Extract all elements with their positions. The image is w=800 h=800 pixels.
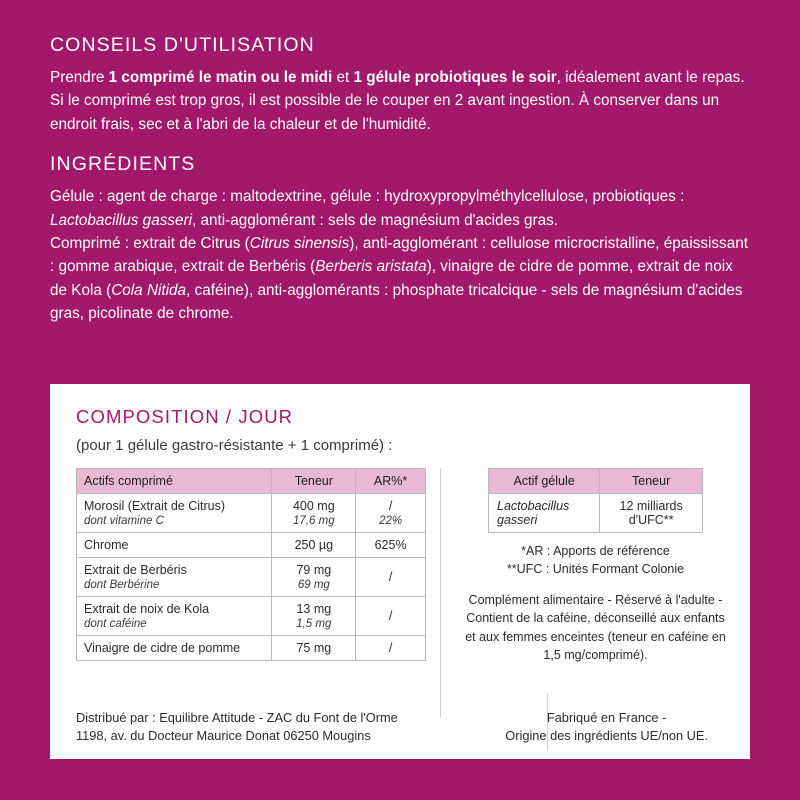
row-amount: 13 mg: [296, 602, 332, 616]
row-name: Morosil (Extrait de Citrus): [84, 499, 225, 513]
row-ar: /: [356, 558, 426, 597]
ingredients-tablet-italic-2: Berberis aristata: [315, 258, 427, 276]
ingredients-tablet-text: [50, 232, 750, 326]
header-cell-teneur: Teneur: [600, 469, 703, 494]
usage-text-part-3: , idéalement avant le repas. Si le comprimé est trop gros, il est possible de le couper en 2 avant ingestion. À conserver dans un endroit frais, sec et à l'abri de la chaleur et de l'humidité.: [50, 69, 745, 133]
usage-text-part-2: et: [332, 69, 354, 86]
ingredients-capsule-part-2: , anti-agglomérant : sels de magnésium d'acides gras.: [192, 211, 558, 229]
composition-disclaimer: Complément alimentaire - Réservé à l'adulte - Contient de la caféine, déconseillé aux enfants et aux femmes enceintes (teneur en caféine en 1,5 mg/comprimé).: [465, 593, 726, 662]
ingredients-tablet-part-1: Comprimé : extrait de Citrus (: [50, 234, 250, 252]
table-header-row: [489, 469, 703, 494]
composition-columns: [76, 468, 728, 718]
tablet-table-wrapper: [76, 468, 426, 661]
row-name: Extrait de noix de Kola: [84, 602, 210, 616]
usage-bold-2: 1 gélule probiotiques le soir: [353, 69, 557, 86]
tablet-composition-table: [76, 468, 426, 661]
usage-text: [50, 66, 750, 136]
row-subname: dont Berbérine: [84, 579, 160, 591]
ingredients-tablet-italic-1: Citrus sinensis: [249, 234, 350, 252]
composition-title: COMPOSITION / JOUR: [76, 406, 294, 427]
ingredients-capsule-part-1: Gélule : agent de charge : maltodextrine, gélule : hydroxypropylméthylcellulose, probiotiques :: [50, 188, 685, 206]
capsule-composition-table: [488, 468, 703, 533]
row-subname: dont vitamine C: [84, 515, 164, 527]
note-ufc: **UFC : Unités Formant Colonie: [506, 562, 685, 577]
distributor-info: [76, 709, 398, 745]
ingredients-tablet-part-4: , caféine), anti-agglomérants : phosphate tricalcique - sels de magnésium d'acides gras, picolinate de chrome.: [50, 281, 743, 323]
row-amount-sub: 69 mg: [297, 579, 330, 591]
row-amount: 12 milliards d'UFC**: [600, 494, 703, 533]
row-amount: 75 mg: [272, 636, 356, 661]
origin-line-1: Fabriqué en France -: [546, 709, 667, 725]
table-row: [489, 494, 703, 533]
row-name: Extrait de Berbéris: [84, 563, 187, 577]
distributor-line-2: 1198, av. du Docteur Maurice Donat 06250 Mougins: [76, 727, 371, 743]
row-amount-sub: 17,6 mg: [293, 515, 335, 527]
ingredients-tablet-part-2: ), anti-agglomérant : cellulose microcristalline, épaississant : gomme arabique, extrait de Berbéris (: [50, 234, 748, 276]
row-amount-sub: 1,5 mg: [296, 618, 332, 630]
ingredients-tablet-part-3: ), vinaigre de cidre de pomme, extrait de noix de Kola (: [50, 258, 733, 299]
row-subname: dont caféine: [84, 618, 147, 630]
row-ar: /: [356, 597, 426, 636]
origin-info: [505, 709, 728, 745]
ingredients-capsule-text: [50, 185, 750, 232]
usage-title: CONSEILS D'UTILISATION: [50, 34, 315, 56]
note-ar: *AR : Apports de référence: [521, 544, 670, 558]
header-cell-ar: AR%*: [356, 469, 426, 494]
row-ar: 625%: [356, 533, 426, 558]
row-name: Lactobacillus gasseri: [489, 494, 600, 533]
usage-text-part-1: Prendre: [50, 69, 109, 86]
ingredients-tablet-italic-3: Cola Nitida: [111, 281, 187, 299]
table-row: [77, 597, 426, 636]
table-row: [77, 558, 426, 597]
composition-card: [50, 384, 750, 759]
table-row: [77, 533, 426, 558]
row-ar: /: [356, 636, 426, 661]
row-ar: /: [388, 499, 393, 513]
table-row: [77, 636, 426, 661]
usage-bold-1: 1 comprimé le matin ou le midi: [108, 69, 333, 86]
origin-line-2: Origine des ingrédients UE/non UE.: [505, 727, 708, 743]
composition-notes: [463, 542, 728, 578]
ingredients-capsule-italic: Lactobacillus gasseri: [50, 211, 192, 229]
row-name: Vinaigre de cidre de pomme: [77, 636, 272, 661]
composition-subtitle: (pour 1 gélule gastro-résistante + 1 comprimé) :: [76, 437, 393, 454]
capsule-column: [463, 468, 728, 664]
row-amount: 250 µg: [272, 533, 356, 558]
row-name: Chrome: [77, 533, 272, 558]
card-footer: [50, 699, 750, 759]
ingredients-title: INGRÉDIENTS: [50, 153, 196, 176]
table-header-row: [77, 469, 426, 494]
table-row: [77, 494, 426, 533]
usage-section: [50, 34, 750, 136]
header-cell-actifs: Actifs comprimé: [77, 469, 272, 494]
ingredients-section: [50, 153, 750, 325]
row-amount: 400 mg: [292, 499, 335, 513]
row-ar-sub: 22%: [379, 515, 403, 527]
header-cell-actif-gelule: Actif gélule: [489, 469, 600, 494]
column-divider: [440, 468, 441, 718]
distributor-line-1: Distribué par : Equilibre Attitude - ZAC du Font de l'Orme: [76, 709, 398, 725]
row-amount: 79 mg: [296, 563, 332, 577]
header-cell-teneur: Teneur: [272, 469, 356, 494]
